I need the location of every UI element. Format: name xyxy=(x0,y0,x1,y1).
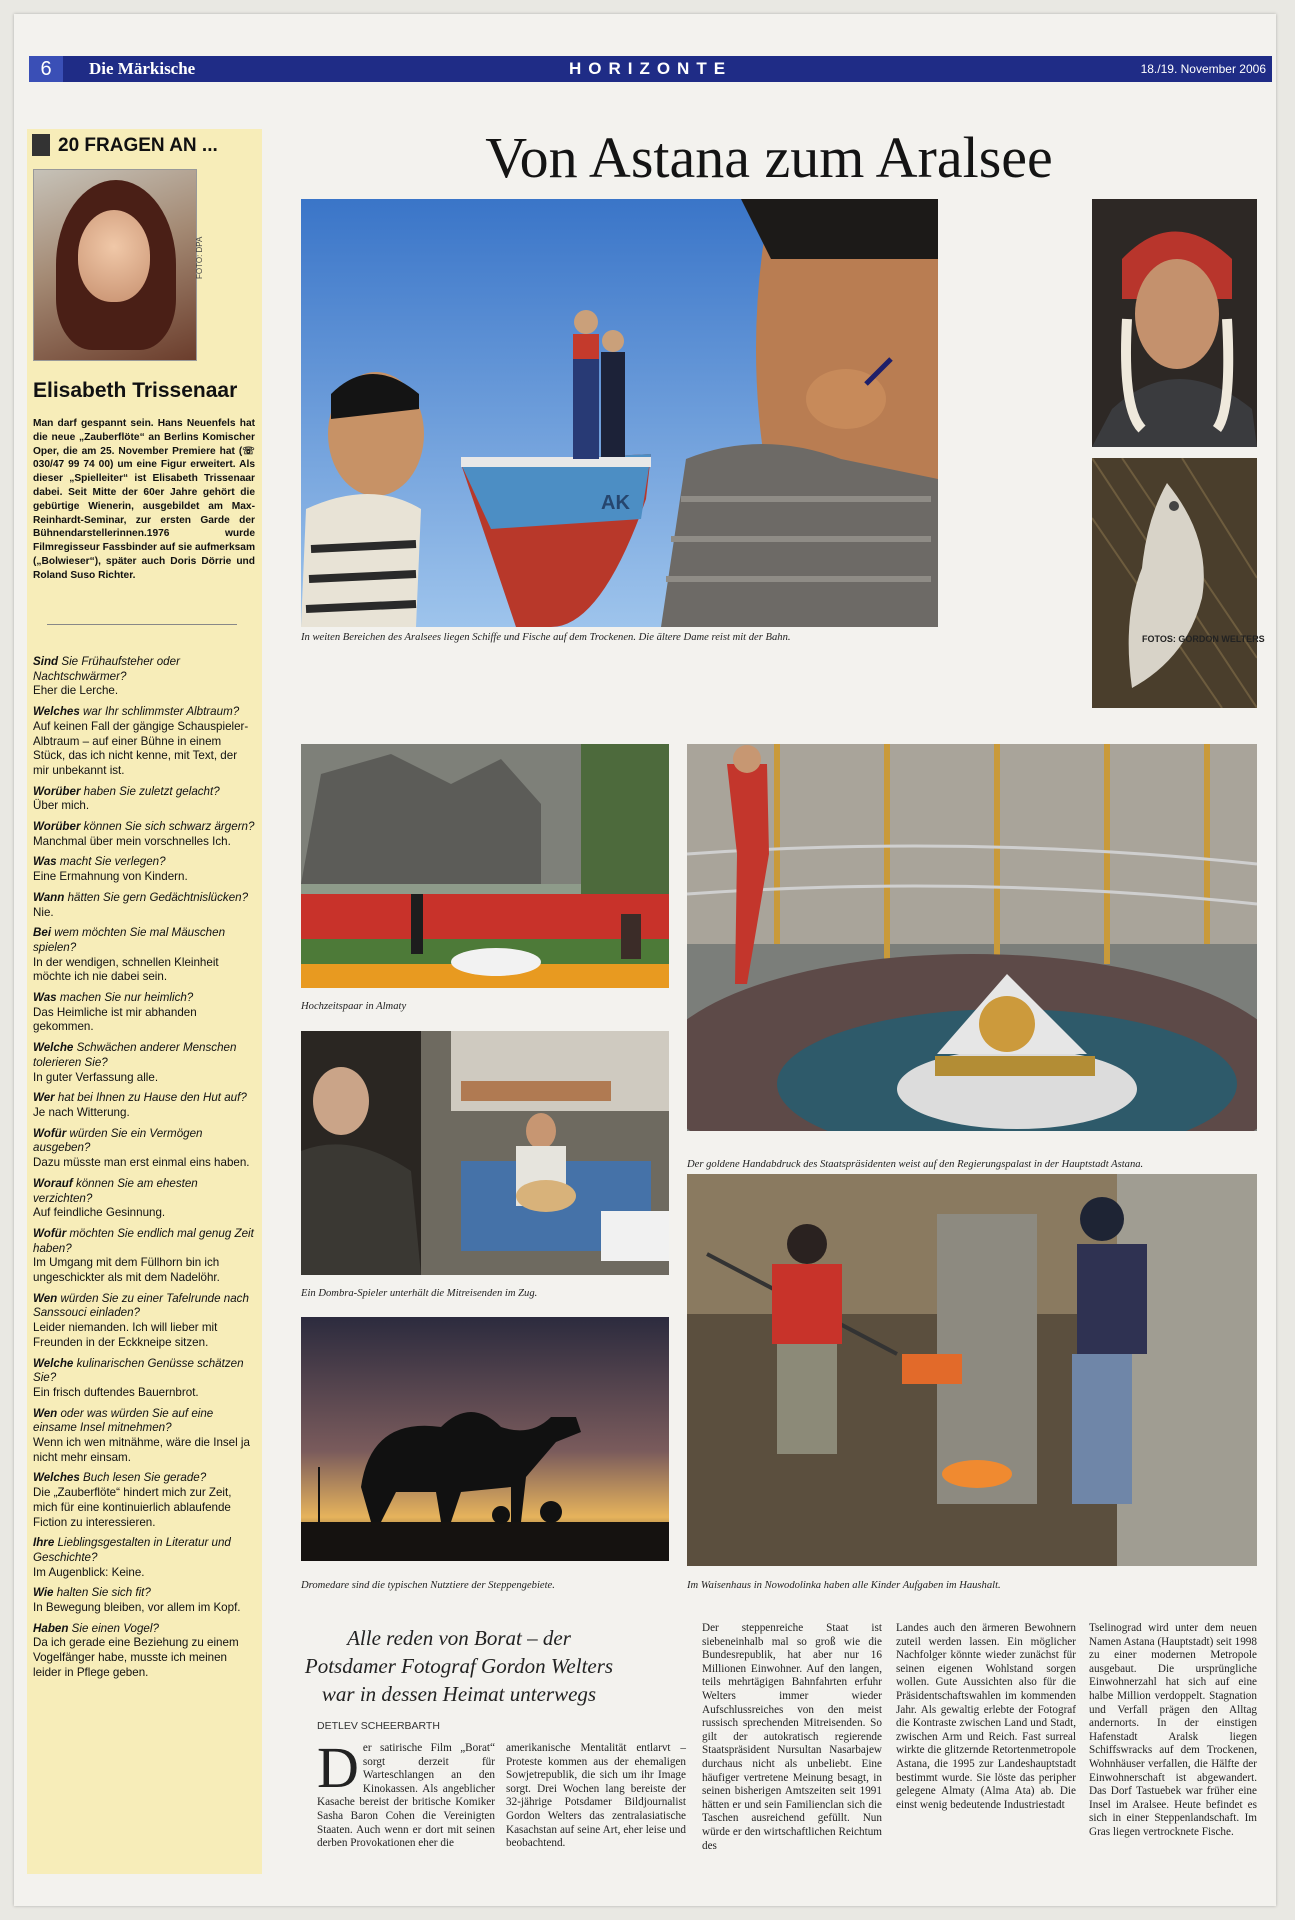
qa-answer: In der wendigen, schnellen Kleinheit möchte ich nie dabei sein. xyxy=(33,955,219,984)
qa-question-keyword: Wofür xyxy=(33,1126,67,1140)
sidebar-divider xyxy=(47,624,237,625)
qa-question-keyword: Wofür xyxy=(33,1226,67,1240)
caption-wedding: Hochzeitspaar in Almaty xyxy=(301,1001,407,1012)
qa-answer: Da ich gerade eine Beziehung zu einem Vogelfänger habe, musste ich meinen leider in Pflege geben. xyxy=(33,1636,239,1679)
qa-question-text: können Sie sich schwarz ärgern? xyxy=(80,820,255,834)
issue-date: 18./19. November 2006 xyxy=(1140,62,1266,76)
qa-question xyxy=(33,1091,255,1106)
qa-question xyxy=(33,1041,255,1070)
photo-boys-boat xyxy=(301,199,938,627)
qa-question-keyword: Was xyxy=(33,991,57,1005)
qa-question-keyword: Worüber xyxy=(33,784,81,798)
qa-question-text: wem möchten Sie mal Mäuschen spielen? xyxy=(33,926,226,954)
qa-question-text: machen Sie nur heimlich? xyxy=(56,991,194,1005)
qa-question-text: würden Sie ein Vermögen ausgeben? xyxy=(33,1126,203,1155)
newspaper-name: Die Märkische xyxy=(89,59,196,78)
qa-question-text: war Ihr schlimmster Albtraum? xyxy=(79,705,240,719)
caption-orphan: Im Waisenhaus in Nowodolinka haben alle Kinder Aufgaben im Haushalt. xyxy=(687,1580,1001,1591)
section-title: HORIZONTE xyxy=(568,59,733,78)
caption-hand: Der goldene Handabdruck des Staatspräsidenten weist auf den Regierungspalast in der Hauptstadt Astana. xyxy=(687,1159,1144,1170)
qa-question xyxy=(33,1536,255,1565)
qa-answer: Auf keinen Fall der gängige Schauspieler-Albtraum – auf einer Bühne in einem Stück, das ich nicht kenne, mit Text, der mir unbekannt ist. xyxy=(33,719,249,777)
photo-old-woman xyxy=(1092,199,1257,447)
qa-question xyxy=(33,820,255,835)
sidebar-title-text: 20 FRAGEN AN ... xyxy=(58,135,218,156)
qa-question-text: haben Sie zuletzt gelacht? xyxy=(80,784,220,798)
boat-label: AK xyxy=(601,492,630,514)
photo-credit: FOTOS: GORDON WELTERS xyxy=(1142,634,1265,644)
qa-question-keyword: Ihre xyxy=(33,1536,55,1550)
qa-question xyxy=(33,1622,255,1637)
qa-question xyxy=(33,1227,255,1256)
qa-answer: In Bewegung bleiben, vor allem im Kopf. xyxy=(33,1601,241,1615)
qa-question-text: macht Sie verlegen? xyxy=(56,855,166,869)
qa-question-keyword: Sind xyxy=(33,655,59,668)
qa-question xyxy=(33,1127,255,1156)
caption-train: Ein Dombra-Spieler unterhält die Mitreisenden im Zug. xyxy=(301,1288,538,1299)
qa-answer: Eine Ermahnung von Kindern. xyxy=(33,870,188,884)
qa-answer: Leider niemanden. Ich will lieber mit Freunden in der Eckkneipe sitzen. xyxy=(33,1321,218,1349)
qa-question xyxy=(33,1407,255,1436)
qa-question-text: Buch lesen Sie gerade? xyxy=(79,1471,207,1485)
sidebar-intro: Man darf gespannt sein. Hans Neuenfels hat die neue „Zauberflöte“ an Berlins Komischer Oper, die am 25. November Premiere hat (☏ 030/47 99 74 00) um eine Figur erweitert. Als dieser „Spielleiter“ ist Elisabeth Trissenaar dabei. Seit Mitte der 60er Jahre gehört die gebürtige Wienerin, ausgebildet am Max-Reinhardt-Seminar, zur ersten Garde der Bühnendarstellerinnen.1976 wurde Filmregisseur Fassbinder auf sie aufmerksam („Bolwieser“), später auch Doris Dörrie und Roland Suso Richter. xyxy=(33,418,255,581)
interviewee-name: Elisabeth Trissenaar xyxy=(33,379,238,402)
qa-question-text: hat bei Ihnen zu Hause den Hut auf? xyxy=(54,1091,247,1105)
qa-question xyxy=(33,1292,255,1321)
qa-question-keyword: Welches xyxy=(33,705,80,719)
qa-question-text: halten Sie sich fit? xyxy=(53,1586,151,1600)
article-subhead: Alle reden von Borat – der Potsdamer Fotograf Gordon Welters war in dessen Heimat unterwegs xyxy=(304,1626,614,1706)
qa-answer: Auf feindliche Gesinnung. xyxy=(33,1206,166,1220)
text-col1: er satirische Film „Borat“ sorgt derzeit für Warteschlangen an den Kinokassen. Als angeblicher Kasache bereist der britische Komiker Sasha Baron Cohen die Vereinigten Staaten. Auch wenn er dort mit seinen derben Provokationen eher die xyxy=(317,1742,495,1850)
qa-question-keyword: Welches xyxy=(33,1471,80,1485)
text-column-3: Der steppenreiche Staat ist siebeneinhalb mal so groß wie die Bundesrepublik, hat aber nur 16 Millionen Einwohner. Auf den langen, teils mehrtägigen Bahnfahrten erfuhr Welters immer wieder Aufschlussreiches von den meist russisch sprechenden Mitreisenden. So gilt der autokratisch regierende Staatspräsident Nursultan Nasarbajew durchaus nicht als unbeliebt. Eine häufiger vertretene Meinung besagt, in seinen bisherigen Amtszeiten seit 1991 hätten er und sein Familienclan sich die Taschen ausreichend gefüllt. Nun würde er den wirtschaftlichen Reichtum des xyxy=(702,1622,882,1852)
caption-camel: Dromedare sind die typischen Nutztiere der Steppengebiete. xyxy=(301,1580,555,1591)
qa-question xyxy=(33,655,255,684)
portrait-credit: FOTO: DPA xyxy=(195,236,204,279)
qa-question-keyword: Bei xyxy=(33,926,52,940)
caption-main: In weiten Bereichen des Aralsees liegen Schiffe und Fische auf dem Trockenen. Die ältere Dame reist mit der Bahn. xyxy=(301,632,791,643)
photo-dried-fish xyxy=(1092,458,1257,708)
qa-question xyxy=(33,1357,255,1386)
qa-question-keyword: Haben xyxy=(33,1621,69,1635)
newspaper-page xyxy=(14,14,1276,1906)
qa-question-text: Schwächen anderer Menschen tolerieren Sie? xyxy=(33,1041,237,1069)
portrait-face xyxy=(78,210,150,302)
qa-question-text: Lieblingsgestalten in Literatur und Geschichte? xyxy=(33,1536,231,1564)
text-column-2: amerikanische Mentalität entlarvt – Proteste kommen aus der ehemaligen Sowjetrepublik, die sich um ihr Image sorgt. Drei Wochen lang bereiste der 32-jährige Potsdamer Bildjournalist Gordon Welters das zentralasiatische Kasachstan auf seine Art, eher leise und beobachtend. xyxy=(506,1742,686,1850)
article-byline: DETLEV SCHEERBARTH xyxy=(317,1720,440,1732)
qa-question-text: möchten Sie endlich mal genug Zeit haben? xyxy=(33,1226,254,1255)
qa-question-keyword: Worüber xyxy=(33,820,81,834)
qa-answer: Ein frisch duftendes Bauernbrot. xyxy=(33,1385,199,1399)
qa-answer: Die „Zauberflöte“ hindert mich zur Zeit, mich für eine kontinuierlich ablaufende Fiction zu interessieren. xyxy=(33,1486,232,1529)
page-header xyxy=(29,56,1272,82)
qa-question-keyword: Wen xyxy=(33,1406,58,1420)
qa-question-text: Sie Frühaufsteher oder Nachtschwärmer? xyxy=(33,655,180,683)
page-number: 6 xyxy=(29,56,63,82)
dropcap: D xyxy=(317,1735,359,1800)
qa-answer: Je nach Witterung. xyxy=(33,1105,130,1119)
portrait-photo xyxy=(33,169,197,361)
qa-answer: Nie. xyxy=(33,905,54,919)
qa-answer: Manchmal über mein vorschnelles Ich. xyxy=(33,834,231,848)
qa-answer: Dazu müsste man erst einmal eins haben. xyxy=(33,1156,250,1170)
qa-question-text: würden Sie zu einer Tafelrunde nach Sanssouci einladen? xyxy=(33,1291,249,1320)
qa-question-text: kulinarischen Genüsse schätzen Sie? xyxy=(33,1356,244,1385)
square-marker-icon xyxy=(32,134,50,156)
photo-hand-print xyxy=(687,744,1257,1131)
qa-question xyxy=(33,855,255,870)
qa-question-text: können Sie am ehesten verzichten? xyxy=(33,1176,198,1205)
qa-answer: In guter Verfassung alle. xyxy=(33,1070,159,1084)
qa-question xyxy=(33,991,255,1006)
photo-train xyxy=(301,1031,669,1275)
qa-question-keyword: Wann xyxy=(33,890,65,904)
qa-answer: Wenn ich wen mitnähme, wäre die Insel ja nicht mehr einsam. xyxy=(33,1436,250,1464)
qa-answer: Eher die Lerche. xyxy=(33,684,119,698)
qa-answer: Das Heimliche ist mir abhanden gekommen. xyxy=(33,1005,197,1034)
qa-question-keyword: Wie xyxy=(33,1586,54,1600)
qa-question xyxy=(33,705,255,720)
article-headline: Von Astana zum Aralsee xyxy=(485,125,1053,190)
photo-camel xyxy=(301,1317,669,1561)
qa-answer: Im Umgang mit dem Füllhorn bin ich ungeschickter als mit dem Nadelöhr. xyxy=(33,1256,220,1285)
photo-orphanage xyxy=(687,1174,1257,1566)
qa-question xyxy=(33,926,255,955)
qa-question-keyword: Welche xyxy=(33,1356,74,1370)
qa-question xyxy=(33,891,255,906)
text-column-5: Tselinograd wird unter dem neuen Namen Astana (Hauptstadt) seit 1998 zu einer modernen Metropole ausgebaut. Die ursprüngliche Einwohnerzahl hat sich auf eine halbe Million verdoppelt. Stagnation und Verfall prägen den Alltag andernorts. In der einstigen Hafenstadt Aralsk liegen Schiffswracks auf dem Trockenen, Wohnhäuser verfallen, die Hälfte der Einwohnerschaft ist abgewandert. Das Dorf Tastuebek war früher eine Insel im Aralsee. Heute befindet es sich in einer Steppenlandschaft. Im Gras liegen vertrocknete Fische. xyxy=(1089,1622,1257,1838)
qa-question xyxy=(33,1471,255,1486)
sidebar-interview xyxy=(27,129,262,1874)
text-column-1 xyxy=(317,1735,495,1851)
qa-question-keyword: Wen xyxy=(33,1291,58,1305)
qa-question-text: Sie einen Vogel? xyxy=(68,1621,159,1635)
qa-answer: Über mich. xyxy=(33,799,90,813)
qa-answer: Im Augenblick: Keine. xyxy=(33,1565,145,1579)
qa-question-keyword: Worauf xyxy=(33,1176,73,1190)
qa-question-keyword: Welche xyxy=(33,1041,74,1055)
qa-question xyxy=(33,1586,255,1601)
qa-question xyxy=(33,785,255,800)
photo-wedding xyxy=(301,744,669,988)
qa-question-text: hätten Sie gern Gedächtnislücken? xyxy=(64,890,249,904)
qa-question-keyword: Was xyxy=(33,855,57,869)
qa-question-keyword: Wer xyxy=(33,1091,55,1105)
sidebar-title xyxy=(32,134,254,158)
qa-question-text: oder was würden Sie auf eine einsame Insel mitnehmen? xyxy=(33,1406,214,1435)
qa-question xyxy=(33,1177,255,1206)
qa-list xyxy=(33,649,255,1681)
text-column-4: Landes auch den ärmeren Bewohnern zuteil werden lassen. Ein möglicher Nachfolger könnte wieder zunächst für seinen eigenen Wohlstand sorgen wollen. Gute Aussichten also für die Präsidentschaftswahlen im kommenden Jahr. Als gewaltig erlebte der Fotograf die Kontraste zwischen Land und Stadt, zwischen Arm und Reich. Fast surreal wirkte die glitzernde Retortenmetropole Astana, die 1995 zur Landeshauptstadt bestimmt wurde. Sie löste das peripher gelegene Almaty (Alma Ata) ab. Die einst wenig bedeutende Industriestadt xyxy=(896,1622,1076,1811)
